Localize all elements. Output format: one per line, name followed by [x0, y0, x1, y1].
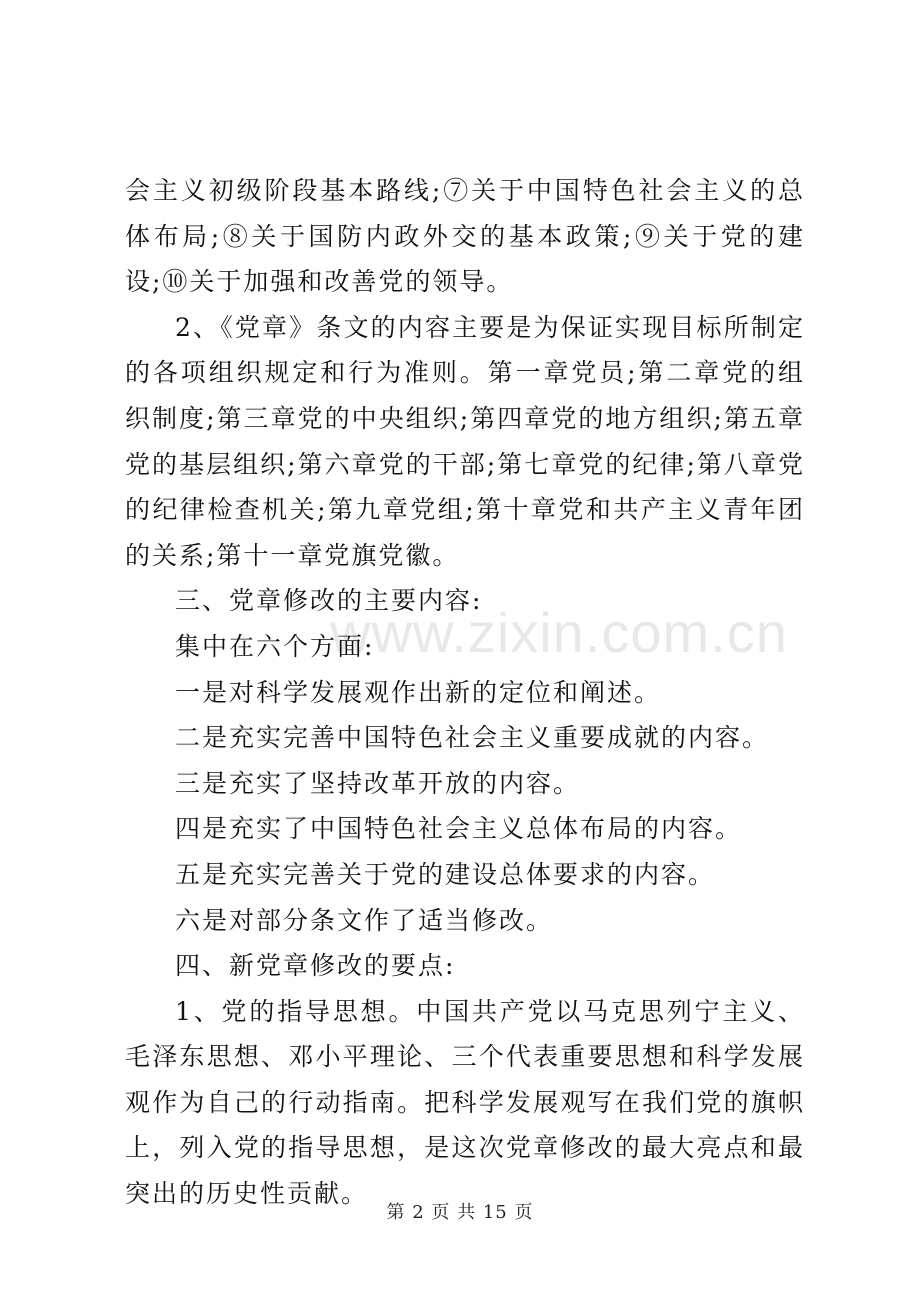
section-heading-amendment-content: 三、党章修改的主要内容: — [175, 586, 483, 616]
list-item: 六是对部分条文作了适当修改。 — [175, 905, 554, 935]
list-item: 一是对科学发展观作出新的定位和阐述。 — [175, 677, 662, 707]
list-item: 二是充实完善中国特色社会主义重要成就的内容。 — [175, 723, 770, 753]
page-number-footer: 第 2 页 共 15 页 — [386, 1202, 534, 1223]
list-item: 四是充实了中国特色社会主义总体布局的内容。 — [175, 814, 743, 844]
paragraph-guiding-ideology: 1、党的指导思想。中国共产党以马克思列宁主义、毛泽东思想、邓小平理论、三个代表重要思想和科学发展观作为自己的行动指南。把科学发展观写在我们党的旗帜上，列入党的指导思想，是这次党章修改的最大亮点和最突出的历史性贡献。 — [125, 996, 805, 1209]
paragraph-party-constitution-articles: 2、《党章》条文的内容主要是为保证实现目标所制定的各项组织规定和行为准则。第一章党员;第二章党的组织制度;第三章党的中央组织;第四章党的地方组织;第五章党的基层组织;第六章党的干部;第七章党的纪律;第八章党的纪律检查机关;第九章党组;第十章党和共产主义青年团的关系;第十一章党旗党徽。 — [125, 312, 805, 570]
document-body — [125, 168, 805, 1217]
section-heading-amendment-points: 四、新党章修改的要点: — [175, 951, 456, 981]
list-item: 三是充实了坚持改革开放的内容。 — [175, 768, 581, 798]
list-item: 五是充实完善关于党的建设总体要求的内容。 — [175, 859, 716, 889]
paragraph-continuation: 会主义初级阶段基本路线;⑦关于中国特色社会主义的总体布局;⑧关于国防内政外交的基本政策;⑨关于党的建设;⑩关于加强和改善党的领导。 — [125, 176, 805, 297]
list-intro: 集中在六个方面: — [175, 631, 375, 661]
watermark: www.zixin.com.cn — [330, 601, 788, 664]
